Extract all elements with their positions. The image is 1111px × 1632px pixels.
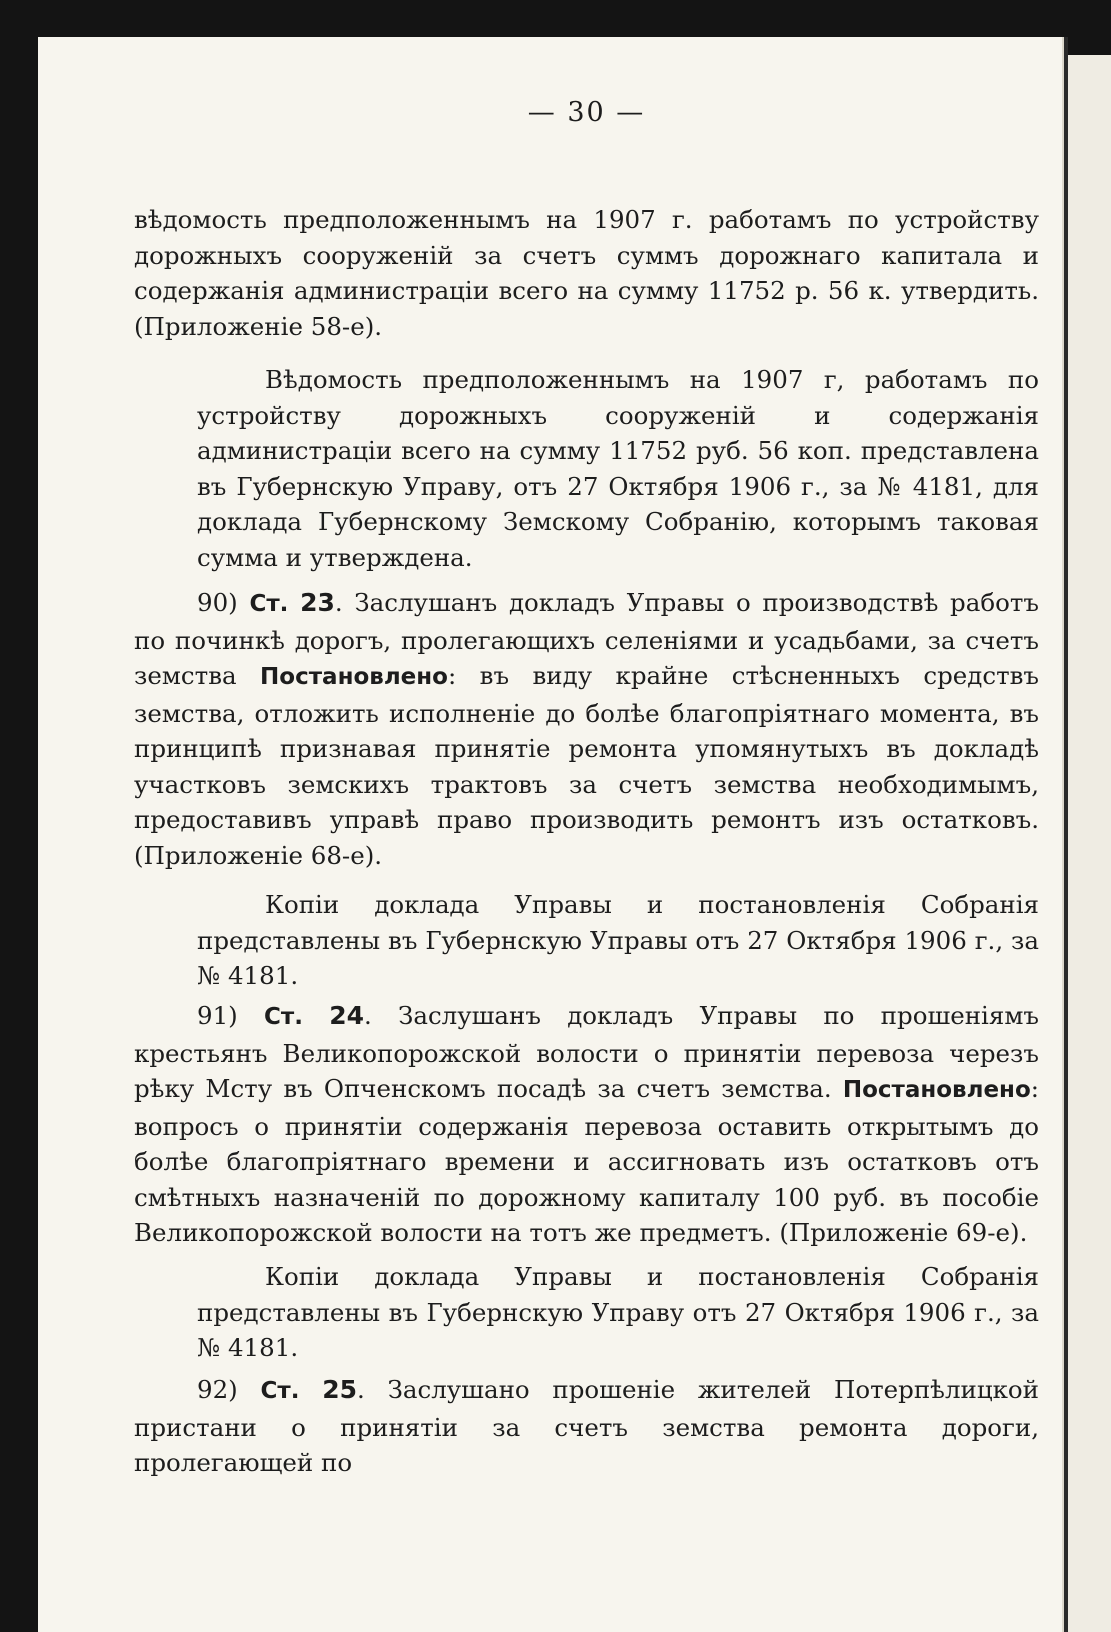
article-number: 24 — [329, 1001, 365, 1030]
document-page — [38, 37, 1064, 1632]
item-number: 90) — [197, 588, 238, 617]
resolution-label: Постановлено — [842, 1077, 1031, 1103]
article-text-a: . Заслушанъ докладъ Управы по прошеніямъ крестьянъ Великопорожской волости о принятіи перевоза черезъ рѣку Мсту въ Опченскомъ посадѣ за счетъ земства. — [134, 1001, 1039, 1103]
paragraph-article-23 — [134, 585, 1039, 873]
page-number: — 30 — — [527, 97, 646, 128]
resolution-label: Постановлено — [260, 664, 448, 690]
item-number: 92) — [197, 1375, 238, 1404]
article-number: 25 — [322, 1375, 358, 1404]
paragraph-2-text: Вѣдомость предположеннымъ на 1907 г, работамъ по устройству дорожныхъ сооруженій и содержанія администраціи всего на сумму 11752 руб. 56 коп. представлена въ Губернскую Управу, отъ 27 Октября 1906 г., за № 4181, для доклада Губернскому Земскому Собранію, которымъ таковая сумма и утверждена. — [197, 365, 1039, 572]
article-label: Ст. — [249, 591, 289, 617]
paragraph-article-24 — [134, 998, 1039, 1251]
paragraph-6-text: Копіи доклада Управы и постановленія Собранія представлены въ Губернскую Управу отъ 27 Октября 1906 г., за № 4181. — [197, 1262, 1039, 1362]
paragraph-4-text: Копіи доклада Управы и постановленія Собранія представлены въ Губернскую Управы отъ 27 Октября 1906 г., за № 4181. — [197, 890, 1039, 990]
paragraph-1 — [134, 202, 1039, 344]
paragraph-2 — [197, 362, 1039, 575]
article-text-a: . Заслушанъ докладъ Управы о производствѣ работъ по починкѣ дорогъ, пролегающихъ селеніями и усадьбами, за счетъ земства — [134, 588, 1039, 690]
article-number: 23 — [300, 588, 335, 617]
article-text-b: : вопросъ о принятіи содержанія перевоза оставить открытымъ до болѣе благопріятнаго времени и ассигновать изъ остатковъ отъ смѣтныхъ назначеній по дорожному капиталу 100 руб. въ пособіе Великопорожской волости на тотъ же предметъ. (Приложеніе 69-е). — [134, 1074, 1040, 1247]
paragraph-1-text: вѣдомость предположеннымъ на 1907 г. работамъ по устройству дорожныхъ сооруженій за счетъ суммъ дорожнаго капитала и содержанія администраціи всего на сумму 11752 р. 56 к. утвердить. (Приложеніе 58-е). — [134, 205, 1039, 341]
article-label: Ст. — [260, 1378, 300, 1404]
article-label: Ст. — [264, 1004, 303, 1030]
paragraph-article-25 — [134, 1372, 1039, 1481]
item-number: 91) — [197, 1001, 238, 1030]
paragraph-4 — [197, 887, 1039, 994]
adjacent-page-edge — [1068, 55, 1111, 1632]
paragraph-6 — [197, 1259, 1039, 1366]
article-text-b: : въ виду крайне стѣсненныхъ средствъ земства, отложить исполненіе до болѣе благопріятнаго момента, въ принципѣ признавая принятіе ремонта упомянутыхъ въ докладѣ участковъ земскихъ трактовъ за счетъ земства необходимымъ, предоставивъ управѣ право производить ремонтъ изъ остатковъ. (Приложеніе 68-е). — [134, 661, 1040, 870]
article-text-a: . Заслушано прошеніе жителей Потерпѣлицкой пристани о принятіи за счетъ земства ремонта дороги, пролегающей по — [134, 1375, 1039, 1477]
